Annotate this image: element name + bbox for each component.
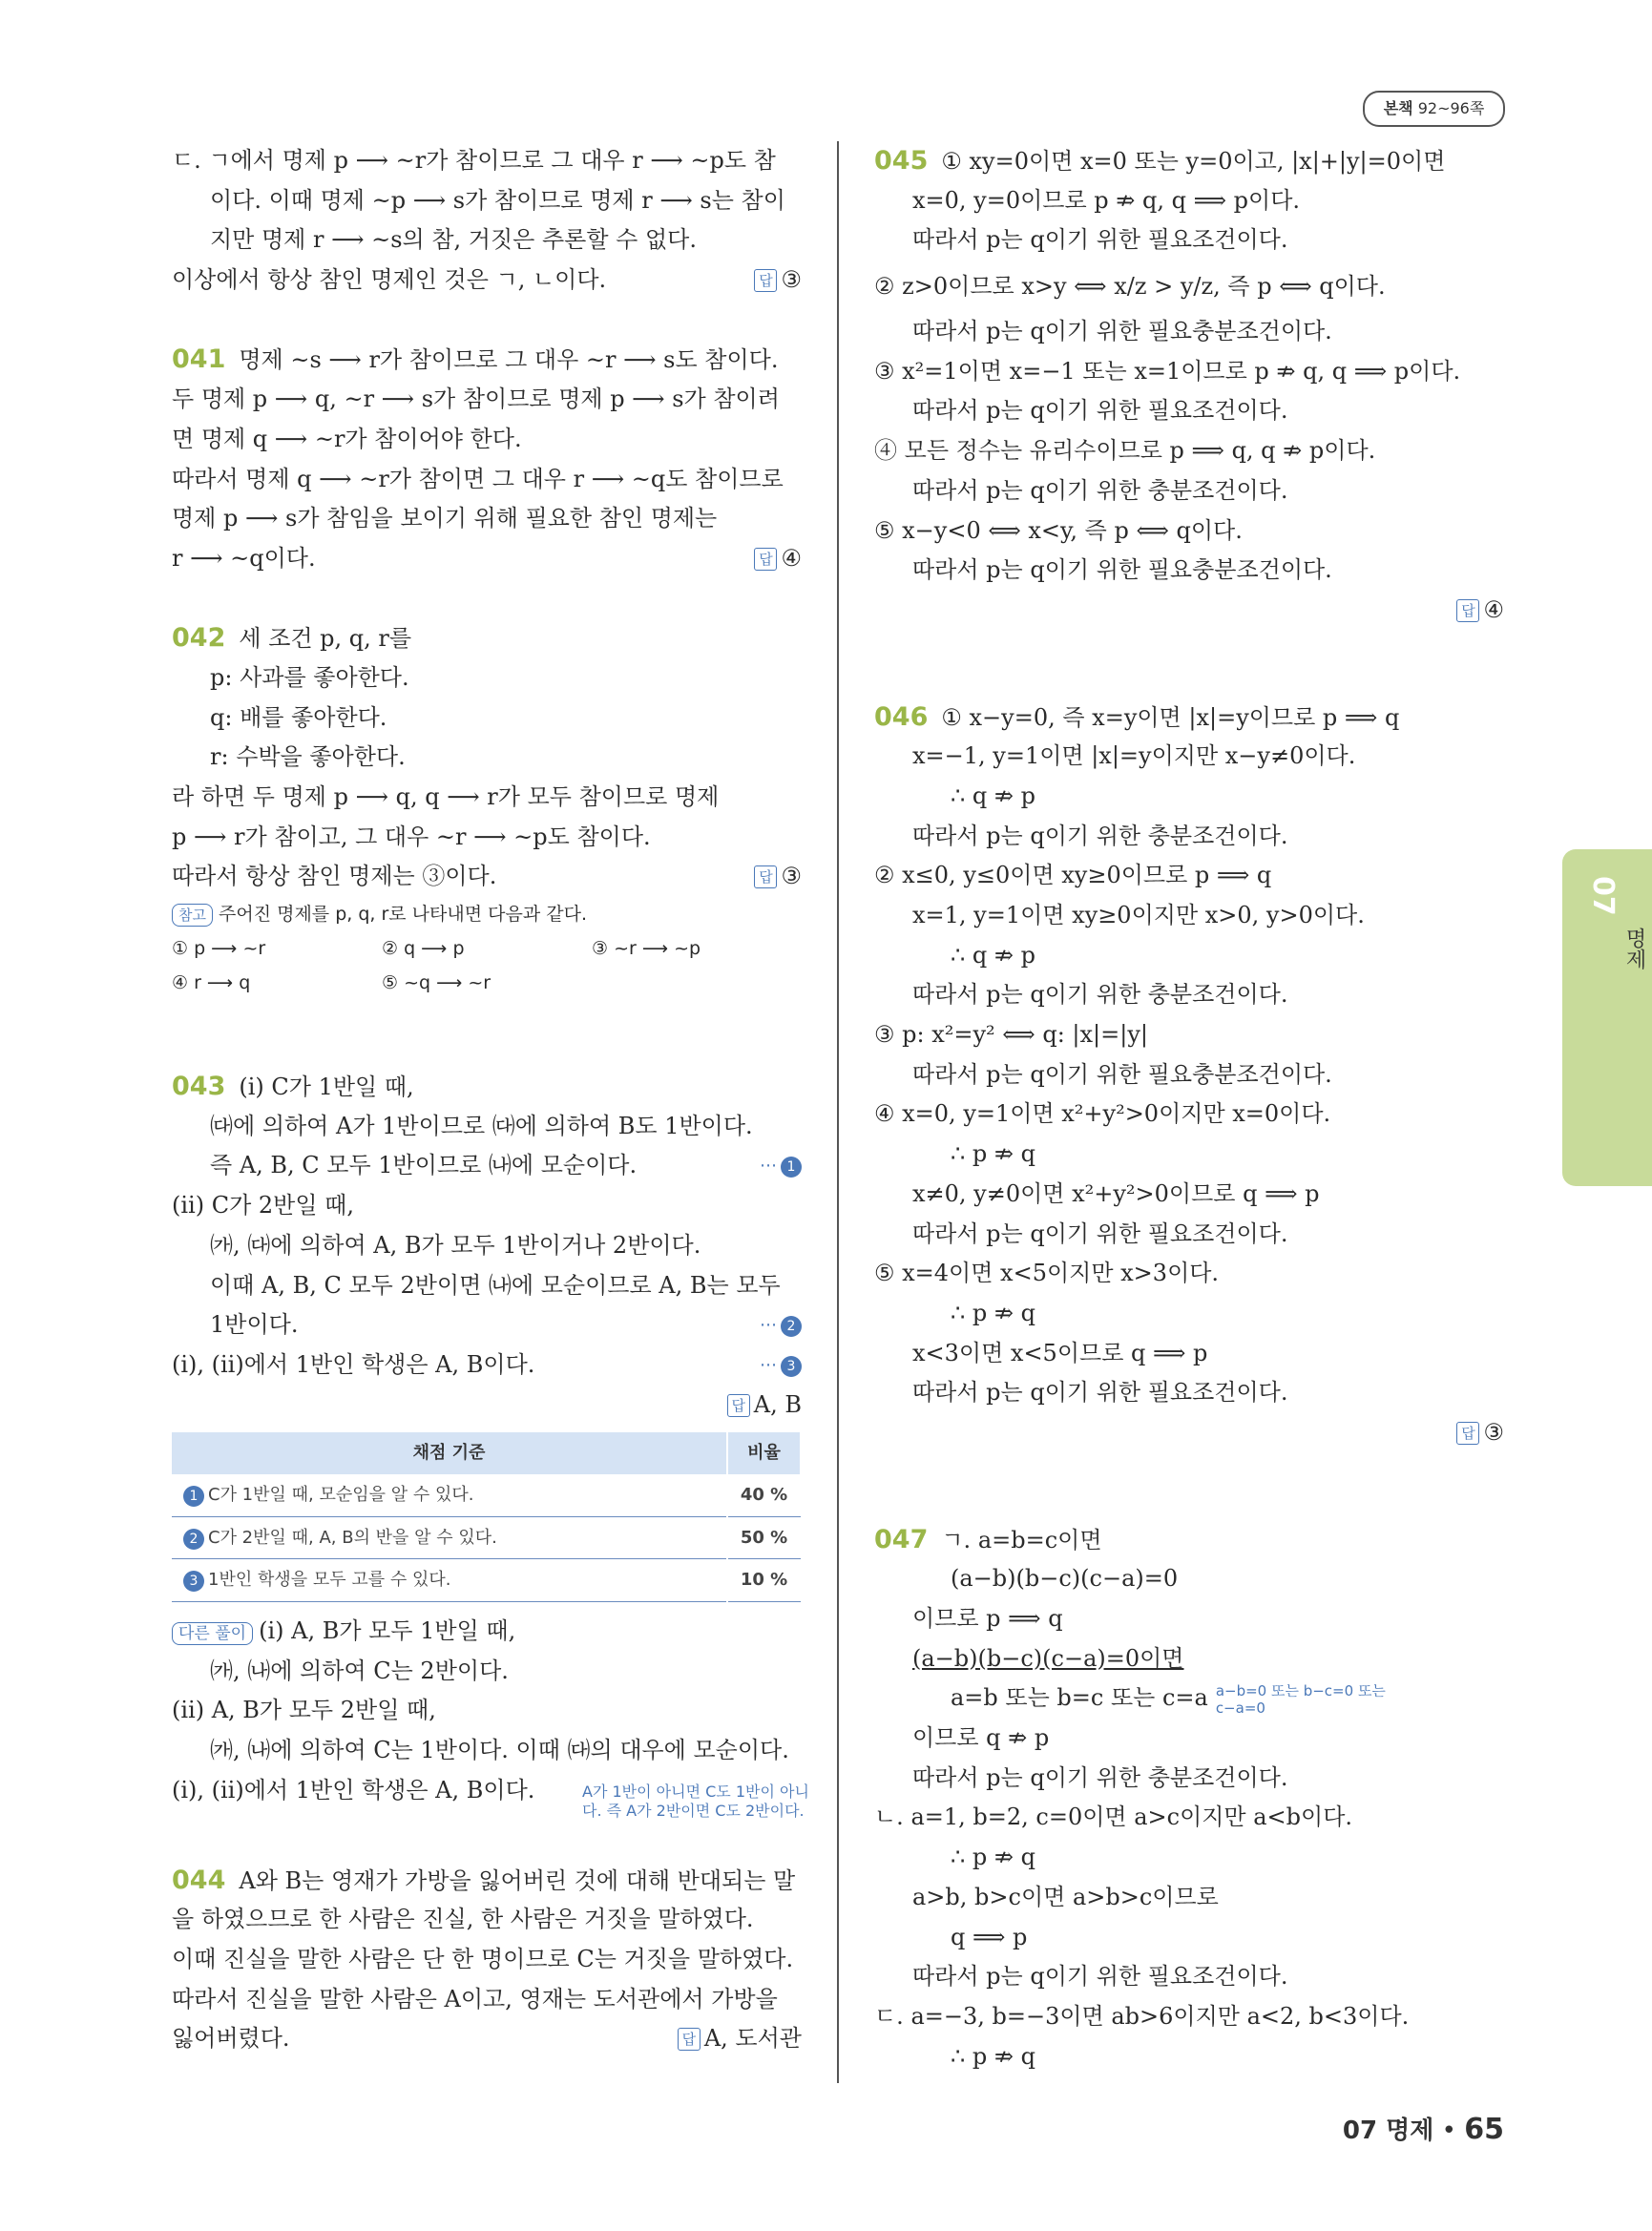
text-line: 1반이다. bbox=[210, 1311, 299, 1339]
text-line: 따라서 p는 q이기 위한 필요조건이다. bbox=[912, 397, 1288, 425]
text-line: 이므로 q ⇏ p bbox=[912, 1724, 1050, 1752]
column-divider bbox=[837, 141, 839, 2083]
problem-041 bbox=[172, 340, 802, 380]
ratio-cell: 40 % bbox=[727, 1474, 801, 1516]
problem-045 bbox=[874, 141, 1504, 181]
reference-tag: 참고 bbox=[172, 904, 213, 927]
footer-separator: • bbox=[1441, 2116, 1456, 2145]
text-line: x≠0, y≠0이면 x²+y²>0이므로 q ⟹ p bbox=[912, 1179, 1320, 1207]
text-line: ⑤ x=4이면 x<5이지만 x>3이다. bbox=[874, 1260, 1220, 1287]
answer-value: A, B bbox=[753, 1390, 802, 1418]
condition-line bbox=[874, 1678, 1504, 1719]
step-number: 2 bbox=[781, 1316, 802, 1337]
text-line: (a−b)(b−c)(c−a)=0 bbox=[951, 1565, 1179, 1593]
chapter-side-tab bbox=[1562, 849, 1652, 1186]
answer-mark: 답 bbox=[1456, 599, 1479, 622]
text-line: (ⅰ) C가 1반일 때, bbox=[239, 1074, 414, 1101]
answer-line bbox=[172, 857, 802, 897]
text-line: 세 조건 p, q, r를 bbox=[239, 625, 412, 653]
text-line: 따라서 p는 q이기 위한 충분조건이다. bbox=[912, 981, 1288, 1009]
answer-line bbox=[172, 2019, 802, 2059]
answer bbox=[754, 857, 802, 897]
problem-number: 043 bbox=[172, 1072, 226, 1102]
text-line: 라 하면 두 명제 p ⟶ q, q ⟶ r가 모두 참이므로 명제 bbox=[172, 783, 720, 810]
text-line: (ⅰ), (ⅱ)에서 1반인 학생은 A, B이다. bbox=[172, 1776, 535, 1804]
step-marker: ⋯ 3 bbox=[760, 1345, 802, 1386]
text-line: r: 수박을 좋아한다. bbox=[210, 743, 406, 771]
footer-chapter: 07 명제 bbox=[1342, 2116, 1434, 2145]
text-line: r ⟶ ~q이다. bbox=[172, 544, 316, 572]
text-line: 따라서 p는 q이기 위한 필요조건이다. bbox=[912, 226, 1288, 254]
table-cell bbox=[172, 1559, 727, 1602]
text-line: 면 명제 q ⟶ ~r가 참이어야 한다. bbox=[172, 425, 522, 452]
page-range-badge bbox=[1363, 91, 1505, 127]
answer-mark: 답 bbox=[1456, 1422, 1479, 1445]
text-line: 따라서 진실을 말한 사람은 A이고, 영재는 도서관에서 가방을 bbox=[172, 1985, 778, 2012]
answer-line bbox=[874, 591, 1504, 631]
text-line: 따라서 명제 q ⟶ ~r가 참이면 그 대우 r ⟶ ~q도 참이므로 bbox=[172, 465, 784, 492]
text-line: 두 명제 p ⟶ q, ~r ⟶ s가 참이므로 명제 p ⟶ s가 참이려 bbox=[172, 386, 780, 413]
text-line: 이상에서 항상 참인 명제인 것은 ㄱ, ㄴ이다. bbox=[172, 266, 607, 294]
text-line: 따라서 p는 q이기 위한 필요충분조건이다. bbox=[912, 1060, 1332, 1088]
answer-line bbox=[172, 539, 802, 579]
right-column bbox=[874, 141, 1504, 2076]
text-line: ∴ p ⇏ q bbox=[951, 1299, 1035, 1326]
problem-043 bbox=[172, 1067, 802, 1107]
text-line: a>b, b>c이면 a>b>c이므로 bbox=[912, 1883, 1219, 1910]
ratio-cell: 50 % bbox=[727, 1516, 801, 1559]
text-line: (ⅱ) A, B가 모두 2반일 때, bbox=[172, 1697, 436, 1724]
problem-044 bbox=[172, 1861, 802, 1901]
text-line: (ⅰ) A, B가 모두 1반일 때, bbox=[259, 1617, 516, 1645]
page-number: 65 bbox=[1464, 2113, 1504, 2146]
answer-mark: 답 bbox=[678, 2028, 701, 2051]
text-line: 이때 진실을 말한 사람은 단 한 명이므로 C는 거짓을 말하였다. bbox=[172, 1945, 794, 1972]
text-line: ③ p: x²=y² ⟺ q: |x|=|y| bbox=[874, 1021, 1148, 1049]
text-line: ⑤ x−y<0 ⟺ x<y, 즉 p ⟺ q이다. bbox=[874, 516, 1243, 544]
text-line: A와 B는 영재가 가방을 잃어버린 것에 대해 반대되는 말 bbox=[239, 1866, 796, 1894]
answer bbox=[727, 1386, 802, 1426]
step-number: 3 bbox=[183, 1571, 204, 1592]
alt-solution-tag: 다른 풀이 bbox=[172, 1622, 253, 1645]
annotation-note: A가 1반이 아니면 C도 1반이 아니다. 즉 A가 2반이면 C도 2반이다. bbox=[582, 1782, 809, 1820]
text-line: ㄴ. a=1, b=2, c=0이면 a>c이지만 a<b이다. bbox=[874, 1804, 1353, 1831]
annotation-note: a−b=0 또는 b−c=0 또는 c−a=0 bbox=[1215, 1681, 1386, 1717]
answer-mark: 답 bbox=[754, 548, 777, 571]
answer-line bbox=[172, 261, 802, 301]
table-row bbox=[172, 1474, 801, 1516]
criterion-text: 1반인 학생을 모두 고를 수 있다. bbox=[208, 1570, 451, 1591]
text-line: 지만 명제 r ⟶ ~s의 참, 거짓은 추론할 수 없다. bbox=[210, 226, 697, 254]
table-row bbox=[172, 1516, 801, 1559]
problem-047 bbox=[874, 1520, 1504, 1560]
text-line: 잃어버렸다. bbox=[172, 2025, 290, 2053]
page-range: 92~96쪽 bbox=[1417, 99, 1485, 117]
table-row bbox=[172, 1559, 801, 1602]
text-line: ③ x²=1이면 x=−1 또는 x=1이므로 p ⇏ q, q ⟹ p이다. bbox=[874, 357, 1461, 385]
text-line: ㄷ. ㄱ에서 명제 p ⟶ ~r가 참이므로 그 대우 r ⟶ ~p도 참 bbox=[172, 147, 776, 174]
note-options-row bbox=[172, 931, 802, 966]
problem-number: 046 bbox=[874, 701, 929, 732]
text-line: 명제 ~s ⟶ r가 참이므로 그 대우 ~r ⟶ s도 참이다. bbox=[239, 346, 779, 374]
text-line: 따라서 p는 q이기 위한 필요충분조건이다. bbox=[912, 556, 1332, 584]
ratio-cell: 10 % bbox=[727, 1559, 801, 1602]
answer-mark: 답 bbox=[754, 269, 777, 292]
answer bbox=[754, 261, 802, 301]
book-label: 본책 bbox=[1383, 99, 1413, 117]
step-number: 3 bbox=[781, 1356, 802, 1377]
text-line: ㈎, ㈏에 의하여 C는 1반이다. 이때 ㈐의 대우에 모순이다. bbox=[210, 1737, 789, 1764]
alt-last-line bbox=[172, 1771, 809, 1820]
chapter-number: 07 bbox=[1586, 876, 1620, 916]
step-marker: ⋯ 1 bbox=[760, 1146, 802, 1186]
criterion-text: C가 1반일 때, 모순임을 알 수 있다. bbox=[208, 1484, 474, 1505]
column-header: 채점 기준 bbox=[172, 1432, 727, 1474]
problem-046 bbox=[874, 698, 1504, 738]
text-line: a=b 또는 b=c 또는 c=a bbox=[951, 1684, 1208, 1712]
step-number: 1 bbox=[183, 1486, 204, 1507]
text-line: ∴ p ⇏ q bbox=[951, 1844, 1035, 1871]
text-line: 따라서 p는 q이기 위한 충분조건이다. bbox=[912, 822, 1288, 849]
answer-line bbox=[172, 1386, 802, 1426]
text-line: ∴ q ⇏ p bbox=[951, 782, 1035, 809]
text-line: 이때 A, B, C 모두 2반이면 ㈏에 모순이므로 A, B는 모두 bbox=[210, 1271, 781, 1299]
answer-mark: 답 bbox=[754, 865, 777, 888]
note-option: ⑤ ~q ⟶ ~r bbox=[382, 972, 491, 994]
text-line: 을 하였으므로 한 사람은 진실, 한 사람은 거짓을 말하였다. bbox=[172, 1906, 754, 1933]
table-cell bbox=[172, 1474, 727, 1516]
answer bbox=[678, 2019, 802, 2059]
problem-number: 041 bbox=[172, 344, 226, 375]
text-line: ∴ p ⇏ q bbox=[951, 1140, 1035, 1168]
column-header: 비율 bbox=[727, 1432, 801, 1474]
text-line: p ⟶ r가 참이고, 그 대우 ~r ⟶ ~p도 참이다. bbox=[172, 823, 651, 850]
table-cell bbox=[172, 1516, 727, 1559]
problem-number: 045 bbox=[874, 146, 929, 176]
text-line: ㈎, ㈐에 의하여 A, B가 모두 1반이거나 2반이다. bbox=[210, 1231, 701, 1259]
text-line: 즉 A, B, C 모두 1반이므로 ㈏에 모순이다. bbox=[210, 1152, 638, 1179]
text-line: ① xy=0이면 x=0 또는 y=0이고, |x|+|y|=0이면 bbox=[941, 148, 1446, 175]
text-line: ② x≤0, y≤0이면 xy≥0이므로 p ⟹ q bbox=[874, 862, 1272, 889]
text-line: 따라서 p는 q이기 위한 필요조건이다. bbox=[912, 1379, 1288, 1407]
chapter-title: 명제 bbox=[1622, 928, 1646, 970]
step-line bbox=[172, 1305, 802, 1345]
text-line: 따라서 p는 q이기 위한 필요조건이다. bbox=[912, 1963, 1288, 1991]
step-number: 1 bbox=[781, 1157, 802, 1178]
text-line: q ⟹ p bbox=[951, 1923, 1028, 1950]
alt-solution bbox=[172, 1612, 802, 1652]
text-line: (ⅱ) C가 2반일 때, bbox=[172, 1192, 354, 1220]
step-number: 2 bbox=[183, 1529, 204, 1550]
text-line: ④ 모든 정수는 유리수이므로 p ⟹ q, q ⇏ p이다. bbox=[874, 437, 1376, 465]
text-line: 이므로 p ⟹ q bbox=[912, 1605, 1063, 1632]
step-line bbox=[172, 1146, 802, 1186]
grading-table bbox=[172, 1432, 802, 1602]
answer bbox=[1456, 1413, 1504, 1453]
text-line: 따라서 항상 참인 명제는 ③이다. bbox=[172, 863, 497, 890]
note-option: ① p ⟶ ~r bbox=[172, 938, 266, 960]
text-line: 따라서 p는 q이기 위한 충분조건이다. bbox=[912, 476, 1288, 504]
text-line: ∴ p ⇏ q bbox=[951, 2042, 1035, 2070]
step-line bbox=[172, 1345, 802, 1386]
note-option: ③ ~r ⟶ ~p bbox=[592, 938, 701, 960]
text-line: ① x−y=0, 즉 x=y이면 |x|=y이므로 p ⟹ q bbox=[941, 703, 1400, 731]
answer-value: A, 도서관 bbox=[703, 2025, 802, 2053]
problem-number: 044 bbox=[172, 1865, 226, 1895]
criterion-text: C가 2반일 때, A, B의 반을 알 수 있다. bbox=[208, 1527, 497, 1548]
page-footer bbox=[1343, 2111, 1504, 2146]
problem-number: 047 bbox=[874, 1524, 929, 1554]
text-line: (a−b)(b−c)(c−a)=0이면 bbox=[912, 1644, 1184, 1672]
reference-note bbox=[172, 897, 802, 931]
answer-value: ④ bbox=[1483, 595, 1504, 623]
text-line: q: 배를 좋아한다. bbox=[210, 703, 387, 731]
text-line: 이다. 이때 명제 ~p ⟶ s가 참이므로 명제 r ⟶ s는 참이 bbox=[210, 186, 785, 214]
text-line: x=−1, y=1이면 |x|=y이지만 x−y≠0이다. bbox=[912, 742, 1356, 770]
answer bbox=[754, 539, 802, 579]
left-column bbox=[172, 141, 809, 2059]
text-line: ㄷ. a=−3, b=−3이면 ab>6이지만 a<2, b<3이다. bbox=[874, 2002, 1410, 2030]
note-options-row bbox=[172, 966, 802, 1000]
step-marker: ⋯ 2 bbox=[760, 1305, 802, 1345]
text-line: 따라서 p는 q이기 위한 충분조건이다. bbox=[912, 1763, 1288, 1791]
text-line: x<3이면 x<5이므로 q ⟹ p bbox=[912, 1339, 1208, 1366]
answer-value: ③ bbox=[781, 863, 802, 890]
answer bbox=[1456, 591, 1504, 631]
text-line: 따라서 p는 q이기 위한 필요조건이다. bbox=[912, 1220, 1288, 1247]
text-line: ② z>0이므로 x>y ⟺ x/z > y/z, 즉 p ⟺ q이다. bbox=[874, 273, 1386, 301]
text-line: 따라서 p는 q이기 위한 필요충분조건이다. bbox=[912, 318, 1332, 345]
text-line: p: 사과를 좋아한다. bbox=[210, 663, 409, 691]
answer-mark: 답 bbox=[727, 1394, 750, 1417]
text-line: ㈎, ㈏에 의하여 C는 2반이다. bbox=[210, 1657, 509, 1684]
text-line: ④ x=0, y=1이면 x²+y²>0이지만 x=0이다. bbox=[874, 1100, 1331, 1128]
note-option: ② q ⟶ p bbox=[382, 938, 465, 960]
note-text: 주어진 명제를 p, q, r로 나타내면 다음과 같다. bbox=[218, 904, 587, 926]
answer-line bbox=[874, 1413, 1504, 1453]
problem-number: 042 bbox=[172, 623, 226, 654]
answer-value: ④ bbox=[781, 544, 802, 572]
text-line: ㈐에 의하여 A가 1반이므로 ㈐에 의하여 B도 1반이다. bbox=[210, 1112, 753, 1139]
answer-value: ③ bbox=[781, 266, 802, 294]
problem-042 bbox=[172, 618, 802, 658]
text-line: 명제 p ⟶ s가 참임을 보이기 위해 필요한 참인 명제는 bbox=[172, 505, 718, 532]
note-option: ④ r ⟶ q bbox=[172, 972, 251, 994]
text-line: x=1, y=1이면 xy≥0이지만 x>0, y>0이다. bbox=[912, 902, 1365, 928]
text-line: (ⅰ), (ⅱ)에서 1반인 학생은 A, B이다. bbox=[172, 1350, 535, 1378]
text-line: ㄱ. a=b=c이면 bbox=[941, 1526, 1102, 1553]
text-line: ∴ q ⇏ p bbox=[951, 941, 1035, 969]
text-line: x=0, y=0이므로 p ⇏ q, q ⟹ p이다. bbox=[912, 186, 1301, 214]
table-header bbox=[172, 1432, 801, 1474]
answer-value: ③ bbox=[1483, 1418, 1504, 1446]
